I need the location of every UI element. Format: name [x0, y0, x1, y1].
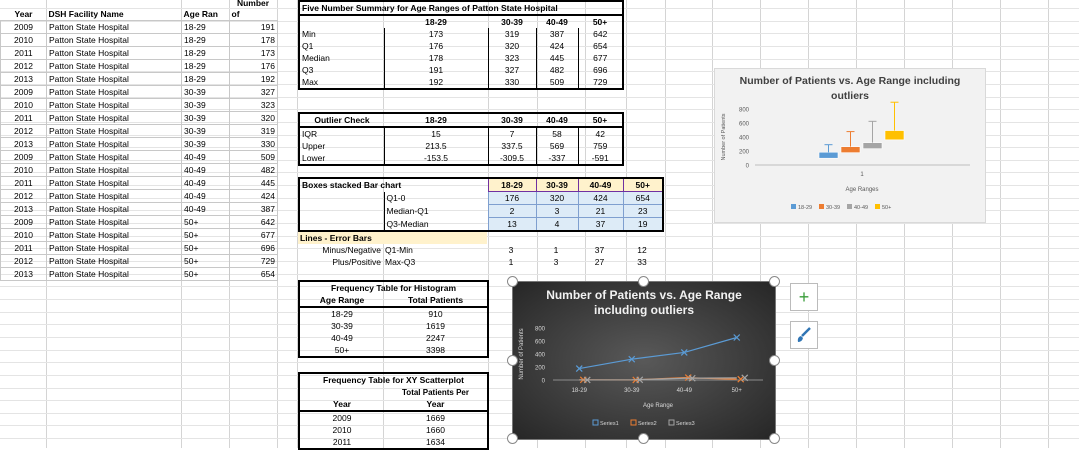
table-cell[interactable]: Patton State Hospital	[47, 151, 182, 164]
table-cell[interactable]: 729	[578, 76, 623, 89]
table-cell[interactable]: 18-29	[182, 47, 230, 60]
table-row	[1, 34, 278, 47]
table-cell[interactable]: 18-29	[182, 60, 230, 73]
table-cell[interactable]: 387	[230, 203, 278, 216]
table-cell[interactable]: Q1	[302, 41, 314, 51]
table-cell[interactable]: 30-39	[182, 86, 230, 99]
table-cell[interactable]: 33	[637, 257, 647, 267]
table-cell[interactable]: 37	[578, 218, 623, 232]
table-cell[interactable]: -153.5	[384, 152, 488, 165]
table-cell[interactable]: Q3-Median	[384, 218, 488, 232]
table-cell[interactable]: 569	[536, 140, 578, 152]
table-cell[interactable]: 192	[384, 76, 488, 89]
bx-col[interactable]: 18-29	[488, 178, 536, 192]
table-cell[interactable]: 337.5	[488, 140, 536, 152]
table-cell[interactable]: 330	[488, 76, 536, 89]
x-tick-label: 18-29	[571, 388, 587, 394]
table-row	[1, 151, 278, 164]
y-tick-label: 200	[534, 365, 545, 372]
legend-swatch	[669, 420, 674, 425]
table-cell[interactable]: 2010	[1, 164, 47, 177]
table-row	[299, 52, 623, 64]
table-cell[interactable]: Patton State Hospital	[47, 268, 182, 281]
table-cell[interactable]: Patton State Hospital	[47, 229, 182, 242]
table-cell[interactable]: 50+	[182, 255, 230, 268]
table-cell[interactable]: 40-49	[182, 190, 230, 203]
table-row	[299, 344, 488, 357]
fxy-header-top[interactable]: Total Patients Per	[402, 387, 469, 397]
table-cell[interactable]: 654	[230, 268, 278, 281]
y-tick-label: 800	[534, 326, 545, 333]
y-tick-label: 400	[534, 352, 545, 359]
table-cell[interactable]: Patton State Hospital	[47, 190, 182, 203]
table-cell[interactable]: 50+	[182, 216, 230, 229]
table-header-row	[1, 8, 278, 21]
freq-xy-table	[298, 372, 489, 450]
table-cell[interactable]: Q3	[302, 65, 314, 75]
table-cell[interactable]: 18-29	[331, 309, 353, 319]
table-row	[299, 424, 488, 436]
table-cell[interactable]: 40-49	[182, 151, 230, 164]
outlier-check-table	[298, 112, 624, 166]
legend-swatch	[791, 204, 796, 209]
table-cell[interactable]: 1634	[426, 437, 445, 447]
x-tick-label: 40-49	[676, 388, 692, 394]
table-cell[interactable]: Patton State Hospital	[47, 177, 182, 190]
table-row	[299, 436, 488, 449]
table-cell[interactable]: 176	[230, 60, 278, 73]
x-axis-label: Age Range	[642, 403, 674, 409]
bar-30-39	[841, 147, 860, 153]
freq-hist-title[interactable]: Frequency Table for Histogram	[331, 283, 457, 293]
fxy-col-total[interactable]: Year	[426, 399, 445, 409]
resize-handle[interactable]	[769, 355, 780, 366]
table-row	[299, 411, 488, 424]
table-cell[interactable]: Min	[302, 29, 316, 39]
bar-chart-card[interactable]	[714, 68, 986, 223]
y-tick-label: 600	[738, 121, 749, 128]
table-cell[interactable]: Max-Q3	[385, 257, 416, 267]
table-row	[1, 112, 278, 125]
col-year[interactable]: Year	[14, 9, 33, 19]
bar-18-29	[819, 152, 838, 158]
table-cell[interactable]: 2011	[1, 242, 47, 255]
resize-handle[interactable]	[769, 276, 780, 287]
table-cell[interactable]: 482	[536, 64, 578, 76]
table-row	[299, 140, 623, 152]
table-cell[interactable]: 2010	[1, 34, 47, 47]
table-cell[interactable]: 2011	[332, 437, 352, 447]
error-bars-title[interactable]: Lines - Error Bars	[298, 231, 487, 244]
table-cell[interactable]: Patton State Hospital	[47, 203, 182, 216]
table-row	[1, 190, 278, 203]
bar-40-49	[863, 143, 882, 149]
bx-col[interactable]: 30-39	[536, 178, 578, 192]
table-row	[299, 320, 488, 332]
table-cell[interactable]: 178	[384, 52, 488, 64]
table-row	[299, 332, 488, 344]
table-cell[interactable]: 2009	[1, 216, 47, 229]
table-row	[299, 192, 663, 205]
table-row	[1, 60, 278, 73]
table-cell[interactable]: 37	[594, 245, 605, 255]
table-cell[interactable]: 40-49	[182, 203, 230, 216]
table-cell[interactable]: IQR	[302, 129, 318, 139]
oc-col[interactable]: 18-29	[425, 115, 447, 125]
table-cell[interactable]: Q1-0	[384, 192, 488, 205]
table-cell[interactable]: Patton State Hospital	[47, 86, 182, 99]
table-cell[interactable]: 3398	[426, 345, 445, 355]
table-cell[interactable]: 192	[230, 73, 278, 86]
table-cell[interactable]: 2012	[1, 60, 47, 73]
table-row	[299, 205, 663, 218]
table-cell[interactable]: Patton State Hospital	[47, 21, 182, 34]
outlier-title[interactable]: Outlier Check	[314, 115, 370, 125]
resize-handle[interactable]	[769, 433, 780, 444]
table-cell[interactable]: Patton State Hospital	[47, 138, 182, 151]
table-cell[interactable]: 2013	[1, 138, 47, 151]
chart-styles-brush-icon[interactable]	[790, 321, 818, 349]
table-cell[interactable]: 13	[488, 218, 536, 232]
table-cell[interactable]: 40-49	[182, 164, 230, 177]
table-cell[interactable]: 642	[230, 216, 278, 229]
table-cell[interactable]: 176	[384, 40, 488, 52]
table-cell[interactable]: 191	[230, 21, 278, 34]
table-row	[1, 99, 278, 112]
table-cell[interactable]: Patton State Hospital	[47, 73, 182, 86]
legend-label: Series3	[676, 421, 695, 427]
table-cell[interactable]: 2009	[332, 413, 352, 423]
table-cell[interactable]: 319	[488, 28, 536, 40]
table-cell[interactable]: 2012	[1, 125, 47, 138]
table-cell[interactable]: 4	[536, 218, 578, 232]
line-chart-title: Number of Patients vs. Age Range including outliers	[546, 288, 742, 317]
y-axis-label: Number of Patients	[519, 328, 525, 380]
resize-handle[interactable]	[507, 433, 518, 444]
table-cell[interactable]: 445	[536, 52, 578, 64]
table-cell[interactable]: 2010	[1, 99, 47, 112]
table-cell[interactable]: Patton State Hospital	[47, 255, 182, 268]
legend-swatch	[847, 204, 852, 209]
fh-col-age[interactable]: Age Range	[319, 295, 365, 305]
table-cell[interactable]: -591	[578, 152, 623, 165]
table-cell[interactable]: 30-39	[182, 125, 230, 138]
table-row	[1, 164, 278, 177]
table-cell[interactable]: 696	[230, 242, 278, 255]
fn-blank[interactable]	[299, 15, 384, 28]
table-cell[interactable]: 654	[623, 192, 663, 205]
table-cell[interactable]: 178	[230, 34, 278, 47]
table-cell[interactable]: 2011	[1, 112, 47, 125]
y-tick-label: 800	[738, 107, 749, 114]
line-chart-card[interactable]	[512, 281, 776, 440]
table-row	[1, 73, 278, 86]
table-row	[1, 255, 278, 268]
legend-label: 50+	[882, 205, 892, 211]
table-cell[interactable]: Patton State Hospital	[47, 242, 182, 255]
table-cell[interactable]: 18-29	[182, 21, 230, 34]
x-tick-label: 30-39	[624, 388, 640, 394]
table-cell[interactable]: 1	[553, 245, 559, 255]
legend-swatch	[593, 420, 598, 425]
table-cell[interactable]: 23	[623, 205, 663, 218]
table-cell[interactable]: 445	[230, 177, 278, 190]
table-cell[interactable]: Patton State Hospital	[47, 216, 182, 229]
legend-swatch	[631, 420, 636, 425]
table-cell[interactable]: 40-49	[182, 177, 230, 190]
table-cell[interactable]: 50+	[334, 345, 350, 355]
table-row	[1, 86, 278, 99]
table-row	[1, 177, 278, 190]
table-row	[1, 216, 278, 229]
table-cell[interactable]: Lower	[302, 153, 326, 163]
table-cell[interactable]: 2013	[1, 268, 47, 281]
table-row	[1, 47, 278, 60]
y-tick-label: 0	[541, 378, 545, 385]
table-cell[interactable]: 642	[578, 28, 623, 40]
table-cell[interactable]: 2012	[1, 190, 47, 203]
table-cell[interactable]: 327	[230, 86, 278, 99]
table-cell[interactable]: 424	[230, 190, 278, 203]
fh-col-total[interactable]: Total Patients	[407, 295, 464, 305]
table-cell[interactable]: Median-Q1	[384, 205, 488, 218]
freq-xy-title[interactable]: Frequency Table for XY Scatterplot	[323, 375, 464, 385]
table-cell[interactable]: Q1-Min	[385, 245, 413, 255]
table-row	[1, 125, 278, 138]
resize-handle[interactable]	[507, 276, 518, 287]
table-row	[299, 40, 623, 52]
table-cell[interactable]: 2013	[1, 203, 47, 216]
table-cell[interactable]: 482	[230, 164, 278, 177]
col-number[interactable]: of	[231, 9, 240, 19]
table-cell[interactable]: Plus/Positive	[332, 257, 381, 267]
legend-label: 18-29	[798, 205, 813, 211]
table-cell[interactable]: 2009	[1, 21, 47, 34]
table-cell[interactable]: 729	[230, 255, 278, 268]
oc-col[interactable]: 40-49	[546, 115, 568, 125]
boxes-stacked-table	[298, 177, 664, 232]
table-cell[interactable]: 18-29	[182, 34, 230, 47]
table-cell[interactable]: 677	[578, 52, 623, 64]
error-bars-table	[298, 230, 662, 268]
table-cell[interactable]: -309.5	[488, 152, 536, 165]
x-tick-label: 1	[860, 172, 864, 178]
table-row	[1, 268, 278, 281]
table-cell[interactable]: 320	[536, 192, 578, 205]
resize-handle[interactable]	[638, 433, 649, 444]
table-cell[interactable]: 18-29	[182, 73, 230, 86]
table-cell[interactable]: 509	[230, 151, 278, 164]
fn-col[interactable]: 30-39	[501, 17, 523, 27]
table-row	[1, 203, 278, 216]
table-cell[interactable]: 320	[230, 112, 278, 125]
table-cell[interactable]: 319	[230, 125, 278, 138]
resize-handle[interactable]	[638, 276, 649, 287]
col-facility[interactable]: DSH Facility Name	[48, 9, 124, 19]
legend-label: 40-49	[854, 205, 869, 211]
table-cell[interactable]: 323	[488, 52, 536, 64]
table-cell[interactable]: 213.5	[384, 140, 488, 152]
table-cell[interactable]: 58	[536, 127, 578, 140]
left-number-header: Number	[236, 0, 270, 8]
table-cell[interactable]: 15	[384, 127, 488, 140]
bar-50+	[885, 131, 904, 140]
x-tick-label: 50+	[731, 388, 742, 394]
bar-chart-svg	[715, 69, 985, 222]
blank-cell[interactable]	[299, 205, 384, 218]
table-cell[interactable]: 2011	[1, 177, 47, 190]
table-cell[interactable]: 1	[508, 257, 514, 267]
y-tick-label: 200	[738, 149, 749, 156]
table-cell[interactable]: 2010	[332, 425, 352, 435]
table-cell[interactable]: 2	[488, 205, 536, 218]
table-cell[interactable]: 509	[536, 76, 578, 89]
table-cell[interactable]: 3	[536, 205, 578, 218]
oc-col[interactable]: 50+	[592, 115, 608, 125]
col-age-range[interactable]: Age Ran	[183, 9, 218, 19]
table-cell[interactable]: 30-39	[182, 138, 230, 151]
table-cell[interactable]: 2012	[1, 255, 47, 268]
table-row	[299, 76, 623, 89]
fn-col[interactable]: 40-49	[546, 17, 568, 27]
table-cell[interactable]: 7	[488, 127, 536, 140]
table-cell[interactable]: 30-39	[331, 321, 353, 331]
legend-swatch	[875, 204, 880, 209]
series-line-Series1	[579, 337, 737, 368]
table-cell[interactable]: Patton State Hospital	[47, 112, 182, 125]
table-cell[interactable]: -337	[536, 152, 578, 165]
five-number-summary-table	[298, 0, 624, 90]
table-cell[interactable]: 173	[384, 28, 488, 40]
blank-cell[interactable]	[299, 192, 384, 205]
boxes-title[interactable]: Boxes stacked Bar chart	[302, 180, 402, 191]
table-cell[interactable]: 320	[488, 40, 536, 52]
table-cell[interactable]: 323	[230, 99, 278, 112]
table-cell[interactable]: 40-49	[331, 333, 353, 343]
patient-data-table	[0, 8, 278, 281]
oc-col[interactable]: 30-39	[501, 115, 523, 125]
table-cell[interactable]: 424	[536, 40, 578, 52]
table-cell[interactable]: 176	[488, 192, 536, 205]
table-cell[interactable]: 424	[578, 192, 623, 205]
resize-handle[interactable]	[507, 355, 518, 366]
freq-hist-table	[298, 280, 489, 358]
bx-col[interactable]: 40-49	[578, 178, 623, 192]
chart-elements-plus-icon[interactable]: +	[790, 283, 818, 311]
table-row	[298, 244, 662, 256]
table-row	[1, 138, 278, 151]
line-chart-svg	[513, 282, 775, 439]
bar-chart-title: Number of Patients vs. Age Range including outliers	[739, 75, 961, 102]
table-cell[interactable]: 2009	[1, 151, 47, 164]
table-cell[interactable]: 2247	[426, 333, 445, 343]
table-cell[interactable]: 12	[637, 245, 647, 255]
table-cell[interactable]: 27	[594, 257, 605, 267]
table-cell[interactable]: 1669	[426, 413, 445, 423]
table-row	[299, 218, 663, 232]
fxy-col-year[interactable]: Year	[333, 399, 351, 409]
y-axis-label: Number of Patients	[721, 113, 727, 161]
table-cell[interactable]: 759	[578, 140, 623, 152]
table-row	[299, 64, 623, 76]
y-tick-label: 0	[745, 163, 749, 170]
table-row	[1, 242, 278, 255]
table-cell[interactable]: 696	[578, 64, 623, 76]
table-cell[interactable]: Max	[302, 77, 319, 87]
table-cell[interactable]: 677	[230, 229, 278, 242]
fn-col[interactable]: 50+	[592, 17, 608, 27]
table-cell[interactable]: 2013	[1, 73, 47, 86]
blank-cell[interactable]	[299, 218, 384, 232]
table-cell[interactable]: Upper	[302, 141, 326, 151]
table-cell[interactable]: 330	[230, 138, 278, 151]
table-cell[interactable]: 19	[623, 218, 663, 232]
table-cell[interactable]: Minus/Negative	[322, 245, 381, 255]
legend-label: 30-39	[826, 205, 841, 211]
table-cell[interactable]: 387	[536, 28, 578, 40]
table-cell[interactable]: 2011	[1, 47, 47, 60]
table-cell[interactable]: 173	[230, 47, 278, 60]
table-cell[interactable]: 1660	[426, 425, 445, 435]
table-cell[interactable]: 3	[508, 245, 514, 255]
table-row	[299, 152, 623, 165]
table-row	[1, 21, 278, 34]
legend-label: Series1	[600, 421, 619, 427]
table-cell[interactable]: Patton State Hospital	[47, 164, 182, 177]
table-cell[interactable]: Patton State Hospital	[47, 34, 182, 47]
table-cell[interactable]: 191	[384, 64, 488, 76]
x-axis-label: Age Ranges	[845, 187, 879, 193]
five-number-title[interactable]: Five Number Summary for Age Ranges of Patton State Hospital	[299, 1, 623, 15]
table-cell[interactable]: Patton State Hospital	[47, 99, 182, 112]
legend-swatch	[819, 204, 824, 209]
table-row	[298, 256, 662, 268]
table-cell[interactable]: 30-39	[182, 112, 230, 125]
table-cell[interactable]: Median	[302, 53, 330, 63]
table-cell[interactable]: 3	[553, 257, 559, 267]
table-cell[interactable]: 1619	[426, 321, 445, 331]
table-row	[299, 127, 623, 140]
table-cell[interactable]: 50+	[182, 242, 230, 255]
table-cell[interactable]: 30-39	[182, 99, 230, 112]
y-tick-label: 600	[534, 339, 545, 346]
table-cell[interactable]: Patton State Hospital	[47, 60, 182, 73]
y-tick-label: 400	[738, 135, 749, 142]
table-cell[interactable]: Patton State Hospital	[47, 47, 182, 60]
fn-col[interactable]: 18-29	[425, 17, 447, 27]
table-cell[interactable]: 910	[428, 309, 443, 319]
table-cell[interactable]: 327	[488, 64, 536, 76]
table-cell[interactable]: 42	[578, 127, 623, 140]
table-cell[interactable]: 21	[578, 205, 623, 218]
table-cell[interactable]: 2010	[1, 229, 47, 242]
legend-label: Series2	[638, 421, 657, 427]
table-cell[interactable]: 2009	[1, 86, 47, 99]
table-cell[interactable]: 50+	[182, 229, 230, 242]
table-row	[1, 229, 278, 242]
table-cell[interactable]: Patton State Hospital	[47, 125, 182, 138]
bx-col[interactable]: 50+	[623, 178, 663, 192]
table-row	[299, 28, 623, 40]
table-row	[299, 307, 488, 320]
table-cell[interactable]: 654	[578, 40, 623, 52]
table-cell[interactable]: 50+	[182, 268, 230, 281]
